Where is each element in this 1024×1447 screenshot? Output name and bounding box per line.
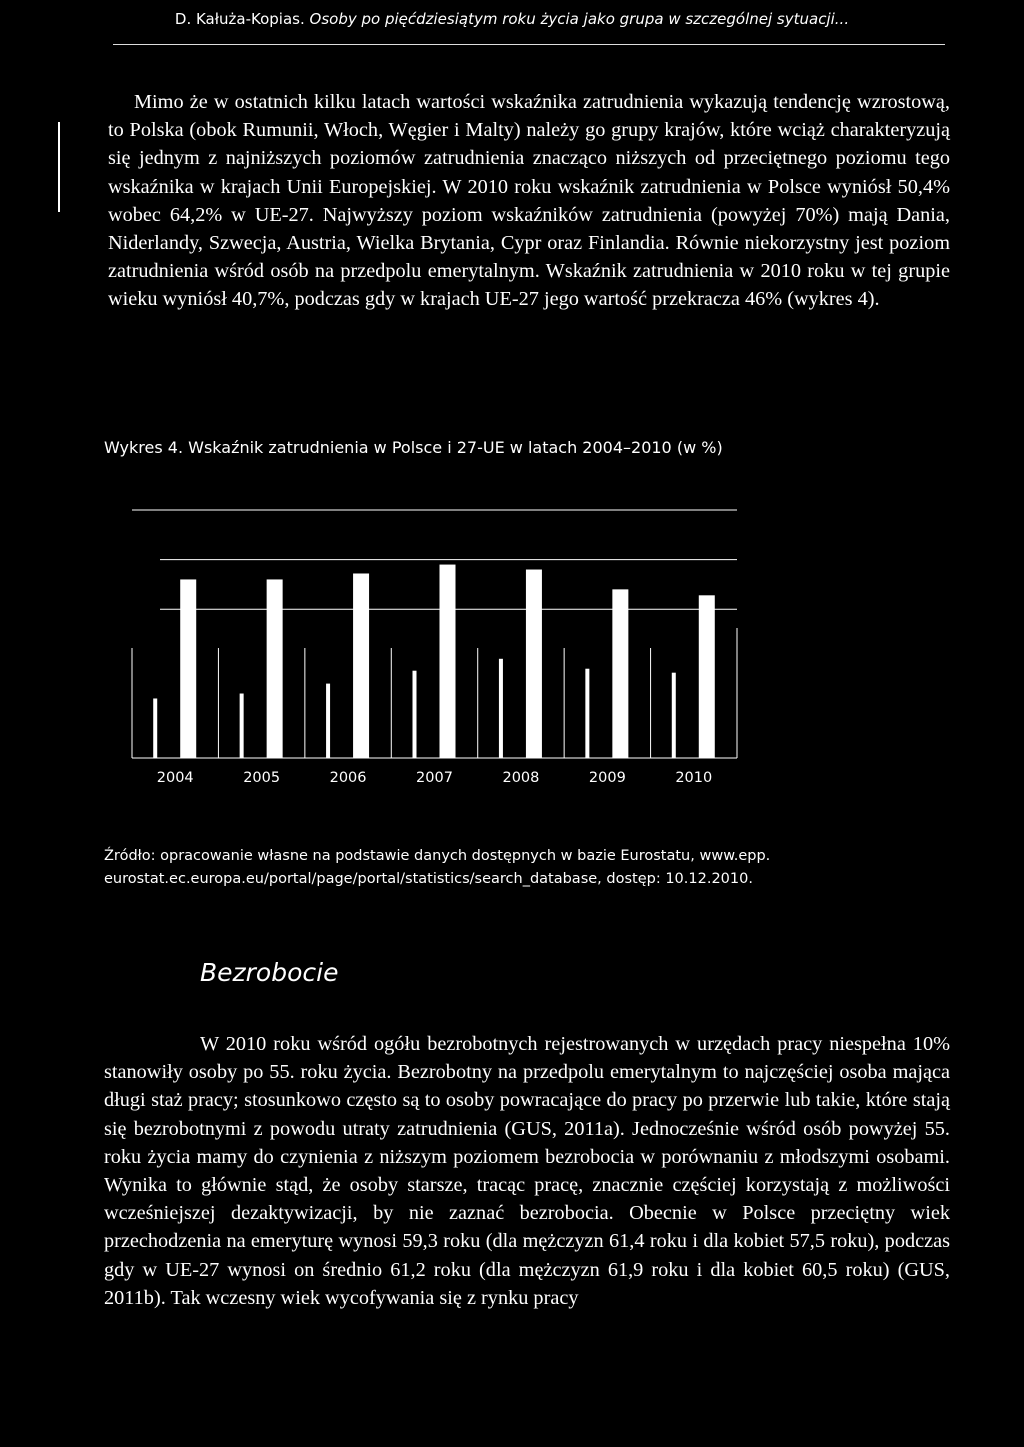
header-title: Osoby po pięćdziesiątym roku życia jako grupa w szczególnej sytuacji...	[309, 10, 850, 28]
bar-series2-2007	[440, 565, 456, 758]
bar-series1-2005	[240, 694, 244, 758]
running-header	[0, 10, 1024, 28]
source-line-2: eurostat.ec.europa.eu/portal/page/portal/statistics/search_database, dostęp: 10.12.2010.	[104, 871, 753, 887]
x-tick-label: 2004	[156, 770, 194, 786]
bar-series1-2008	[499, 659, 503, 758]
margin-change-bar	[58, 122, 60, 212]
figure-source	[104, 845, 964, 891]
bar-series2-2009	[612, 589, 628, 758]
x-tick-label: 2009	[588, 770, 626, 786]
bar-series1-2010	[672, 673, 676, 758]
header-author: D. Kałuża-Kopias.	[174, 10, 305, 28]
paragraph-unemployment: W 2010 roku wśród ogółu bezrobotnych rejestrowanych w urzędach pracy niespełna 10% stanowiły osoby po 55. roku życia. Bezrobotny na przedpolu emerytalnym to najczęściej osoba mająca długi staż pracy; stosunkowo często są to osoby powracające do pracy po przerwie lub takie, które stają się bezrobotnymi z powodu utraty zatrudnienia (GUS, 2011a). Jednocześnie wśród osób powyżej 55. roku życia mamy do czynienia z niższym poziomem bezrobocia w porównaniu z młodszymi osobami. Wynika to głównie stąd, że osoby starsze, tracąc pracę, znacznie częściej korzystają z możliwości wcześniejszej dezaktywizacji, by nie zaznać bezrobocia. Obecnie w Polsce przeciętny wiek przechodzenia na emeryturę wynosi 59,3 roku (dla mężczyzn 61,4 roku i dla kobiet 57,5 roku), podczas gdy w UE-27 wynosi on średnio 61,2 roku (dla mężczyzn 61,9 roku i dla kobiet 60,5 roku) (GUS, 2011b). Tak wczesny wiek wycofywania się z rynku pracy	[104, 1033, 950, 1309]
header-divider	[113, 44, 945, 45]
bar-series1-2007	[413, 671, 417, 758]
bar-series1-2006	[326, 684, 330, 758]
bar-series1-2004	[153, 698, 157, 758]
bar-series2-2008	[526, 570, 542, 758]
x-tick-label: 2005	[243, 770, 281, 786]
bar-series1-2009	[585, 669, 589, 758]
x-tick-label: 2008	[502, 770, 540, 786]
bar-series2-2010	[699, 595, 715, 758]
source-line-1: Źródło: opracowanie własne na podstawie danych dostępnych w bazie Eurostatu, www.epp.	[104, 848, 771, 864]
paragraph-employment: Mimo że w ostatnich kilku latach wartości wskaźnika zatrudnienia wykazują tendencję wzrostową, to Polska (obok Rumunii, Włoch, Węgier i Malty) należy go grupy krajów, które wciąż charakteryzują się jednym z najniższych poziomów zatrudnienia znacząco niższych od przeciętnego poziomu tego wskaźnika w krajach Unii Europejskiej. W 2010 roku wskaźnik zatrudnienia w Polsce wyniósł 50,4% wobec 64,2% w UE-27. Najwyższy poziom wskaźników zatrudnienia (powyżej 70%) mają Dania, Niderlandy, Szwecja, Austria, Wielka Brytania, Cypr oraz Finlandia. Równie niekorzystny jest poziom zatrudnienia wśród osób na przedpolu emerytalnym. Wskaźnik zatrudnienia w 2010 roku w tej grupie wieku wyniósł 40,7%, podczas gdy w krajach UE-27 jego wartość przekracza 46% (wykres 4).	[108, 91, 950, 311]
bar-series2-2004	[180, 579, 196, 758]
section-title: Bezrobocie	[200, 958, 339, 987]
bar-series2-2006	[353, 573, 369, 758]
x-tick-label: 2010	[675, 770, 713, 786]
figure-caption: Wykres 4. Wskaźnik zatrudnienia w Polsce i 27-UE w latach 2004–2010 (w %)	[104, 438, 723, 457]
x-tick-label: 2006	[329, 770, 367, 786]
x-tick-label: 2007	[416, 770, 453, 786]
employment-chart	[0, 495, 1024, 825]
bar-series2-2005	[267, 579, 283, 758]
